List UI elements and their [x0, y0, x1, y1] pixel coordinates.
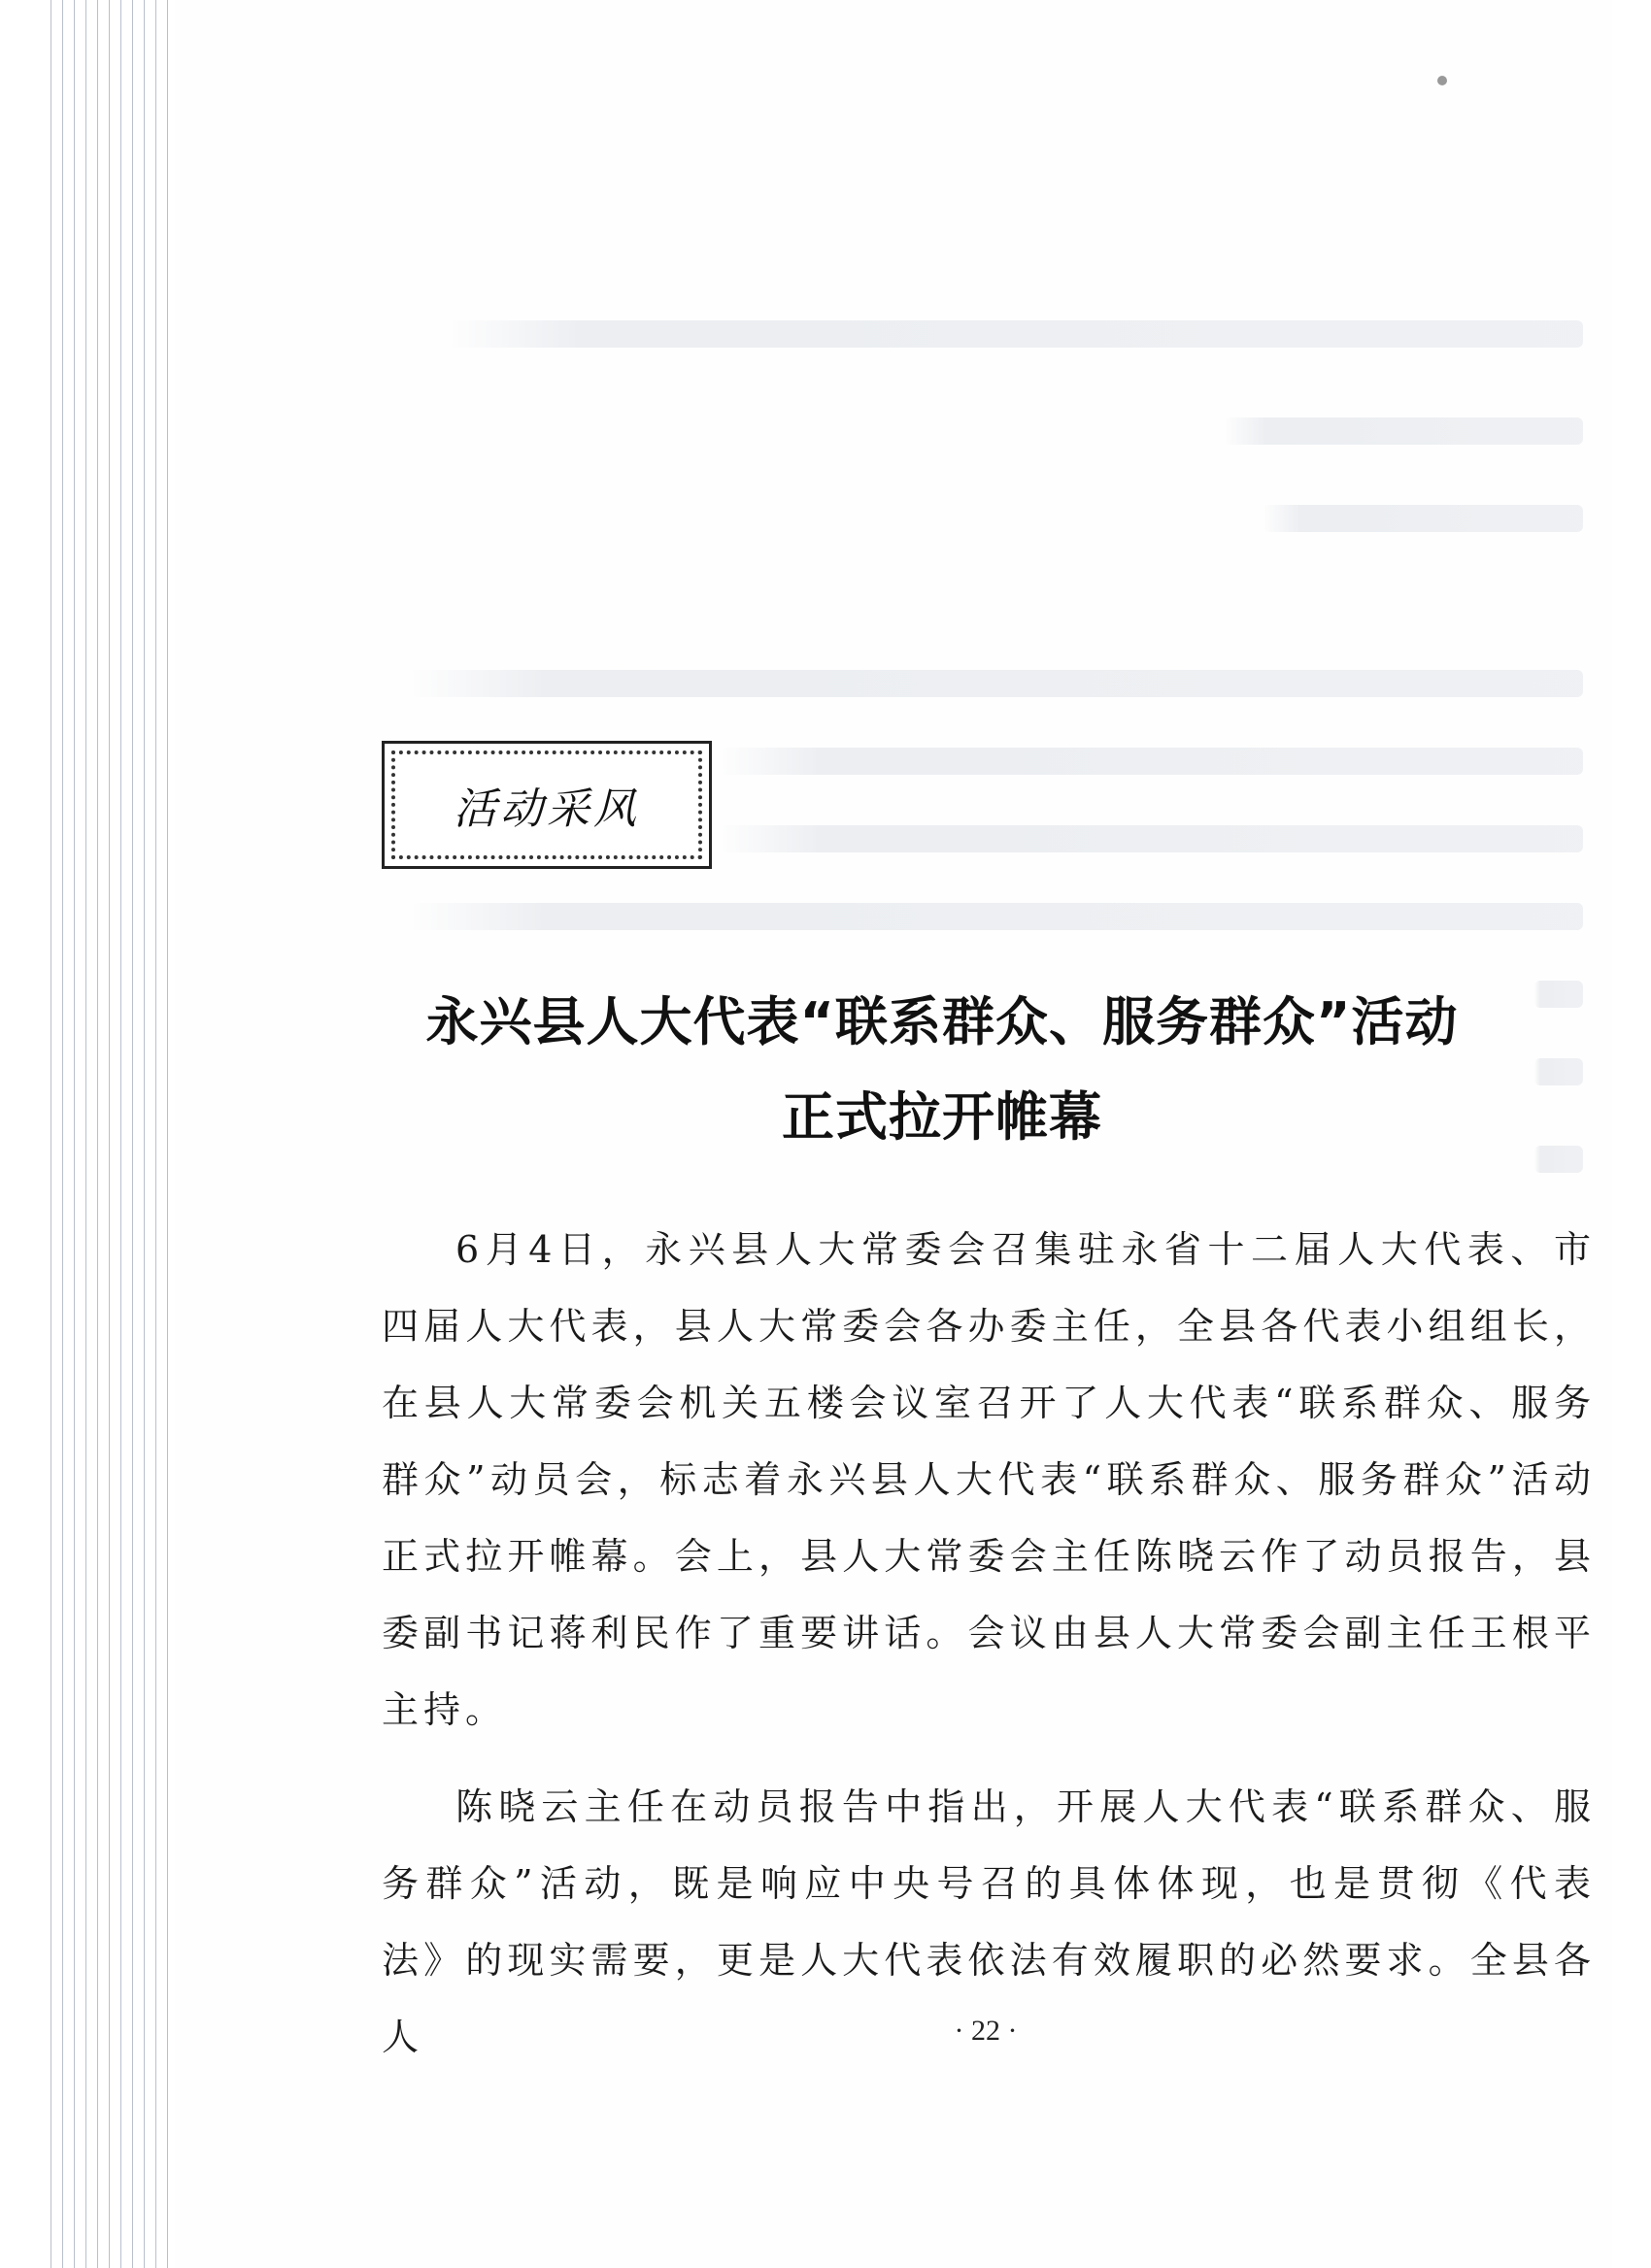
page-number: · 22 ·	[954, 2015, 1018, 2047]
article-title-line1: 永兴县人大代表“联系群众、服务群众”活动	[425, 991, 1459, 1052]
scan-speck	[1437, 76, 1447, 85]
article-paragraph: 6月4日，永兴县人大常委会召集驻永省十二届人大代表、市四届人大代表，县人大常委会各办委主任，全县各代表小组组长，在县人大常委会机关五楼会议室召开了人大代表“联系群众、服务群众”动员会，标志着永兴县人大代表“联系群众、服务群众”活动正式拉开帷幕。会上，县人大常委会主任陈晓云作了动员报告，县委副书记蒋利民作了重要讲话。会议由县人大常委会副主任王根平主持。	[382, 1228, 1596, 1731]
column-label: 活动采风	[454, 784, 640, 834]
column-label-box	[382, 741, 712, 869]
article-paragraph: 陈晓云主任在动员报告中指出，开展人大代表“联系群众、服务群众”活动，既是响应中央号召的具体体现，也是贯彻《代表法》的现实需要，更是人大代表依法有效履职的必然要求。全县各人	[382, 1785, 1596, 2058]
article-title-line2: 正式拉开帷幕	[782, 1086, 1102, 1148]
column-label-border	[391, 750, 702, 859]
